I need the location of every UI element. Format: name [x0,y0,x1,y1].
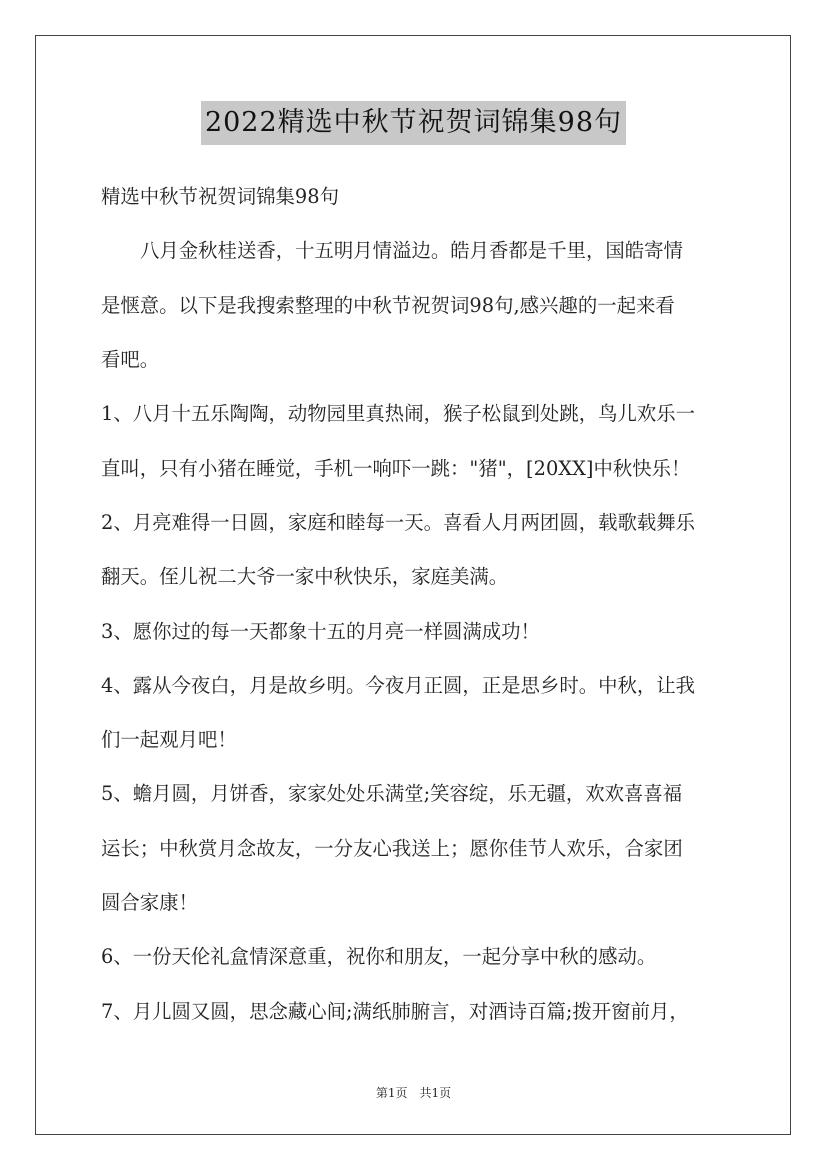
paragraph-line: 翻天。侄儿祝二大爷一家中秋快乐，家庭美满。 [101,565,509,588]
title-container [0,101,827,145]
paragraph-line: 圆合家康！ [101,891,198,914]
paragraph-line: 运长；中秋赏月念故友，一分友心我送上；愿你佳节人欢乐，合家团 [101,837,683,860]
paragraph-line: 1、八月十五乐陶陶，动物园里真热闹，猴子松鼠到处跳，鸟儿欢乐一 [101,402,696,425]
paragraph-line: 八月金秋桂送香，十五明月情溢边。皓月香都是千里，国皓寄情 [140,239,683,262]
paragraph-line: 2、月亮难得一日圆，家庭和睦每一天。喜看人月两团圆，载歌载舞乐 [101,511,696,534]
paragraph-line: 5、蟾月圆，月饼香，家家处处乐满堂;笑容绽，乐无疆，欢欢喜喜福 [101,782,683,805]
paragraph-line: 6、一份天伦礼盒情深意重，祝你和朋友，一起分享中秋的感动。 [101,945,657,968]
document-title: 2022精选中秋节祝贺词锦集98句 [201,101,626,145]
paragraph-line: 3、愿你过的每一天都象十五的月亮一样圆满成功！ [101,620,540,643]
page-footer: 第1页 共1页 [375,1086,452,1100]
paragraph-line: 看吧。 [101,348,160,371]
paragraph-line: 直叫，只有小猪在睡觉，手机一响吓一跳："猪"，[20XX]中秋快乐！ [101,457,691,480]
paragraph-line: 是惬意。以下是我搜索整理的中秋节祝贺词98句,感兴趣的一起来看 [101,294,675,317]
paragraph-line: 们一起观月吧！ [101,728,237,751]
document-subtitle: 精选中秋节祝贺词锦集98句 [101,185,339,208]
paragraph-line: 4、露从今夜白，月是故乡明。今夜月正圆，正是思乡时。中秋，让我 [101,674,696,697]
paragraph-line: 7、月儿圆又圆，思念藏心间;满纸肺腑言，对酒诗百篇;拨开窗前月， [101,1000,689,1023]
